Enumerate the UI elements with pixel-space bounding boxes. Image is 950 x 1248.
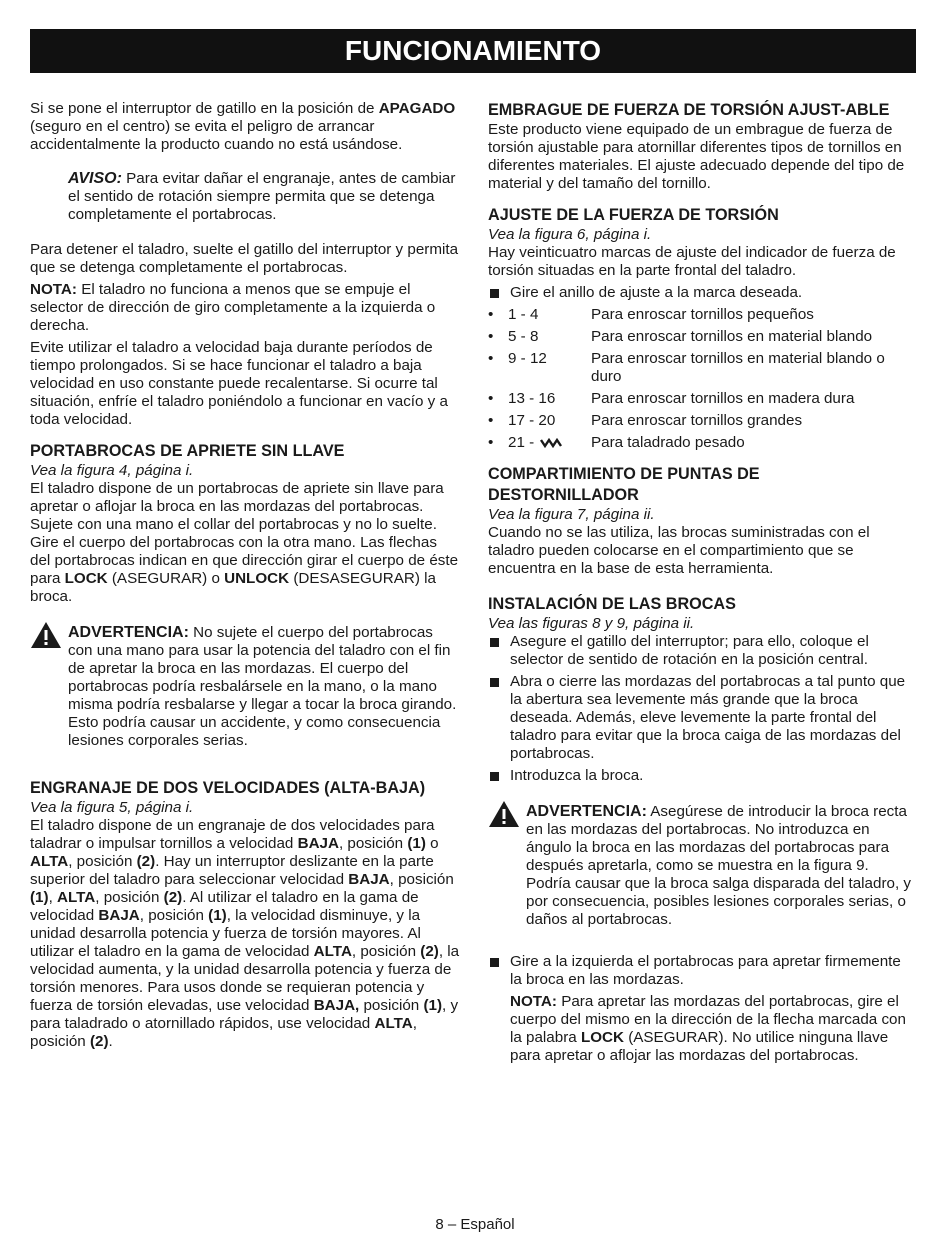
right-column xyxy=(488,100,912,1069)
emphasis-text: ALTA xyxy=(374,1015,413,1032)
body-text: , posición xyxy=(338,835,408,852)
section-heading: PORTABROCAS DE APRIETE SIN LLAVE xyxy=(30,442,345,460)
warning-bit-angle: ADVERTENCIA: Asegúrese de introducir la broca recta en las mordazas del portabrocas. No introduzca en ángulo la broca en las mordazas del portabrocas para después apretarla, como se muestra en la figura 9. Podría causar que la broca salga disparada del taladro, y por consecuencia, posibles lesiones corporales serias, o daños al portabrocas. xyxy=(488,803,912,929)
emphasis-text: (1) xyxy=(208,907,227,924)
emphasis-text: ALTA xyxy=(57,889,96,906)
emphasis-text: BAJA, xyxy=(313,997,360,1014)
torque-settings-list xyxy=(488,306,912,452)
body-text: . Hay un interruptor deslizante en la parte superior del taladro para seleccionar velocidad xyxy=(30,853,434,888)
emphasis-text: BAJA xyxy=(98,907,140,924)
figure-reference: Vea la figura 4, página i. xyxy=(30,462,194,479)
body-text: , y para taladrado o atornillado rápidos, use velocidad xyxy=(30,997,459,1032)
figure-reference: Vea las figuras 8 y 9, página ii. xyxy=(488,615,695,632)
emphasis-text: ALTA xyxy=(313,943,352,960)
aviso-notice: AVISO: Para evitar dañar el engranaje, antes de cambiar el sentido de rotación siempre permita que se detenga completamente el portabrocas. xyxy=(68,170,456,223)
page-footer: 8 – Español xyxy=(435,1216,515,1233)
list-item: Abra o cierre las mordazas del portabrocas a tal punto que la abertura sea levemente más grande que la broca deseada. Además, eleve levemente la parte frontal del taladro para evitar que la broca caiga de las mordazas del portabrocas. xyxy=(488,673,912,763)
step-list xyxy=(488,284,912,302)
section-heading: EMBRAGUE DE FUERZA DE TORSIÓN AJUST-ABLE xyxy=(488,101,890,119)
section-body: Este producto viene equipado de un embrague de fuerza de torsión ajustable para atornillar diferentes tipos de tornillos en diferentes materiales. El ajuste adecuado depende del tipo de material y del tamaño del tornillo. xyxy=(488,121,905,192)
torque-setting-row: • 21 - Para taladrado pesado xyxy=(488,434,745,451)
section-heading: ENGRANAJE DE DOS VELOCIDADES (ALTA-BAJA) xyxy=(30,779,426,797)
body-text: posición xyxy=(359,997,424,1014)
body-text: , posición xyxy=(95,889,164,906)
figure-reference: Vea la figura 7, página ii. xyxy=(488,506,655,523)
warning-chuck: ADVERTENCIA: No sujete el cuerpo del portabrocas con una mano para usar la potencia del taladro con el fin de apretar la broca en las mordazas. El cuerpo del portabrocas podría resbalársele en la mano, o la mano misma podría resbalarse y llegar a tocar la broca girando. Esto podría causar un accidente, y como consecuencia lesiones corporales serias. xyxy=(30,624,460,750)
section-adjustable-clutch xyxy=(488,100,912,193)
left-column xyxy=(30,100,460,1060)
emphasis-text: (2) xyxy=(420,943,439,960)
body-text: El taladro dispone de un engranaje de dos velocidades para taladrar o impulsar tornillos a velocidad xyxy=(30,817,435,852)
section-two-speed xyxy=(30,778,460,1051)
tighten-step xyxy=(488,953,912,1065)
body-text: , la velocidad disminuye, y la unidad desarrolla potencia y fuerza de torsión mayores. Al utilizar el taladro en la gama de velocidad xyxy=(30,907,421,960)
body-text: , posición xyxy=(30,1015,417,1050)
nota-direction: NOTA: El taladro no funciona a menos que se empuje el selector de dirección de giro completamente a la izquierda o derecha. xyxy=(30,281,436,334)
emphasis-text: (2) xyxy=(136,853,156,870)
body-text: , xyxy=(48,889,58,906)
section-body: Hay veinticuatro marcas de ajuste del indicador de fuerza de torsión situadas en la parte frontal del taladro. xyxy=(488,244,896,279)
list-item: Introduzca la broca. xyxy=(488,767,912,785)
emphasis-text: BAJA xyxy=(297,835,339,852)
torque-setting-row: • 9 - 12 Para enroscar tornillos en material blando o duro xyxy=(488,350,885,385)
body-text: , la velocidad aumenta, y la unidad desarrolla potencia y fuerza de torsión menores. Para usos donde se requieran potencia y fuerza de torsión elevadas, use velocidad xyxy=(30,943,460,1014)
body-text: , posición xyxy=(389,871,454,888)
torque-setting-row: • 13 - 16 Para enroscar tornillos en madera dura xyxy=(488,390,855,407)
section-bit-storage xyxy=(488,464,912,578)
body-text: . Al utilizar el taladro en la gama de velocidad xyxy=(30,889,419,924)
section-heading: INSTALACIÓN DE LAS BROCAS xyxy=(488,595,736,613)
paragraph-stop-drill: Para detener el taladro, suelte el gatillo del interruptor y permita que se detenga completamente el portabrocas. xyxy=(30,241,459,276)
figure-reference: Vea la figura 6, página i. xyxy=(488,226,652,243)
section-torque-adjust xyxy=(488,205,912,452)
emphasis-text: BAJA xyxy=(348,871,390,888)
warning-triangle-icon xyxy=(30,621,62,649)
figure-reference: Vea la figura 5, página i. xyxy=(30,799,194,816)
torque-setting-row: • 5 - 8 Para enroscar tornillos en material blando xyxy=(488,328,873,345)
body-text: , posición xyxy=(68,853,137,870)
emphasis-text: (2) xyxy=(89,1033,109,1050)
list-item: Gire a la izquierda el portabrocas para apretar firmemente la broca en las mordazas. NOTA: Para apretar las mordazas del portabrocas, gire el cuerpo del mismo en la dirección de la flecha marcada con la palabra LOCK (ASEGURAR). No utilice ninguna llave para apretar o aflojar las mordazas del portabrocas. xyxy=(488,953,912,1065)
nota-lock: NOTA: Para apretar las mordazas del portabrocas, gire el cuerpo del mismo en la dirección de la flecha marcada con la palabra LOCK (ASEGURAR). No utilice ninguna llave para apretar o aflojar las mordazas del portabrocas. xyxy=(510,993,906,1064)
emphasis-text: (1) xyxy=(30,889,49,906)
section-body: El taladro dispone de un portabrocas de apriete sin llave para apretar o aflojar la broca en las mordazas del portabrocas. Sujete con una mano el collar del portabrocas y no lo suelte. Gire el cuerpo del portabrocas con la otra mano. Las flechas del portabrocas indican en que dirección girar el cuerpo de éste para LOCK (ASEGURAR) o UNLOCK (DESASEGURAR) la broca. xyxy=(30,480,459,605)
torque-setting-row: • 17 - 20 Para enroscar tornillos grandes xyxy=(488,412,803,429)
install-steps xyxy=(488,633,912,785)
page-title: FUNCIONAMIENTO xyxy=(30,29,916,73)
section-heading: AJUSTE DE LA FUERZA DE TORSIÓN xyxy=(488,206,779,224)
emphasis-text: (1) xyxy=(407,835,426,852)
paragraph-trigger-lock: Si se pone el interruptor de gatillo en la posición de APAGADO (seguro en el centro) se evita el peligro de arrancar accidentalmente la producto cuando no está usándose. xyxy=(30,100,456,153)
emphasis-text: (1) xyxy=(423,997,442,1014)
body-text: o xyxy=(425,835,439,852)
section-body: Cuando no se las utiliza, las brocas suministradas con el taladro pueden colocarse en el compartimiento que se encuentra en la base de esta herramienta. xyxy=(488,524,870,577)
section-heading: COMPARTIMIENTO DE PUNTAS DE DESTORNILLADOR xyxy=(488,465,760,504)
drill-mode-icon xyxy=(540,438,562,448)
list-item: Asegure el gatillo del interruptor; para ello, coloque el selector de sentido de rotación en la posición central. xyxy=(488,633,912,669)
section-body xyxy=(30,817,460,1051)
body-text: , posición xyxy=(351,943,421,960)
section-keyless-chuck xyxy=(30,441,460,606)
body-text: . xyxy=(108,1033,113,1050)
warning-triangle-icon xyxy=(488,800,520,828)
section-bit-install xyxy=(488,594,912,1065)
emphasis-text: (2) xyxy=(163,889,183,906)
emphasis-text: ALTA xyxy=(30,853,69,870)
paragraph-low-speed: Evite utilizar el taladro a velocidad baja durante períodos de tiempo prolongados. Si se hace funcionar el taladro a baja velocidad en uso constante puede recalentarse. Si ocurre tal situación, enfríe el taladro poniéndolo a funcionar en vacío y a toda velocidad. xyxy=(30,339,448,428)
torque-setting-row: • 1 - 4 Para enroscar tornillos pequeños xyxy=(488,306,814,323)
list-item: Gire el anillo de ajuste a la marca deseada. xyxy=(488,284,912,302)
body-text: , posición xyxy=(139,907,209,924)
